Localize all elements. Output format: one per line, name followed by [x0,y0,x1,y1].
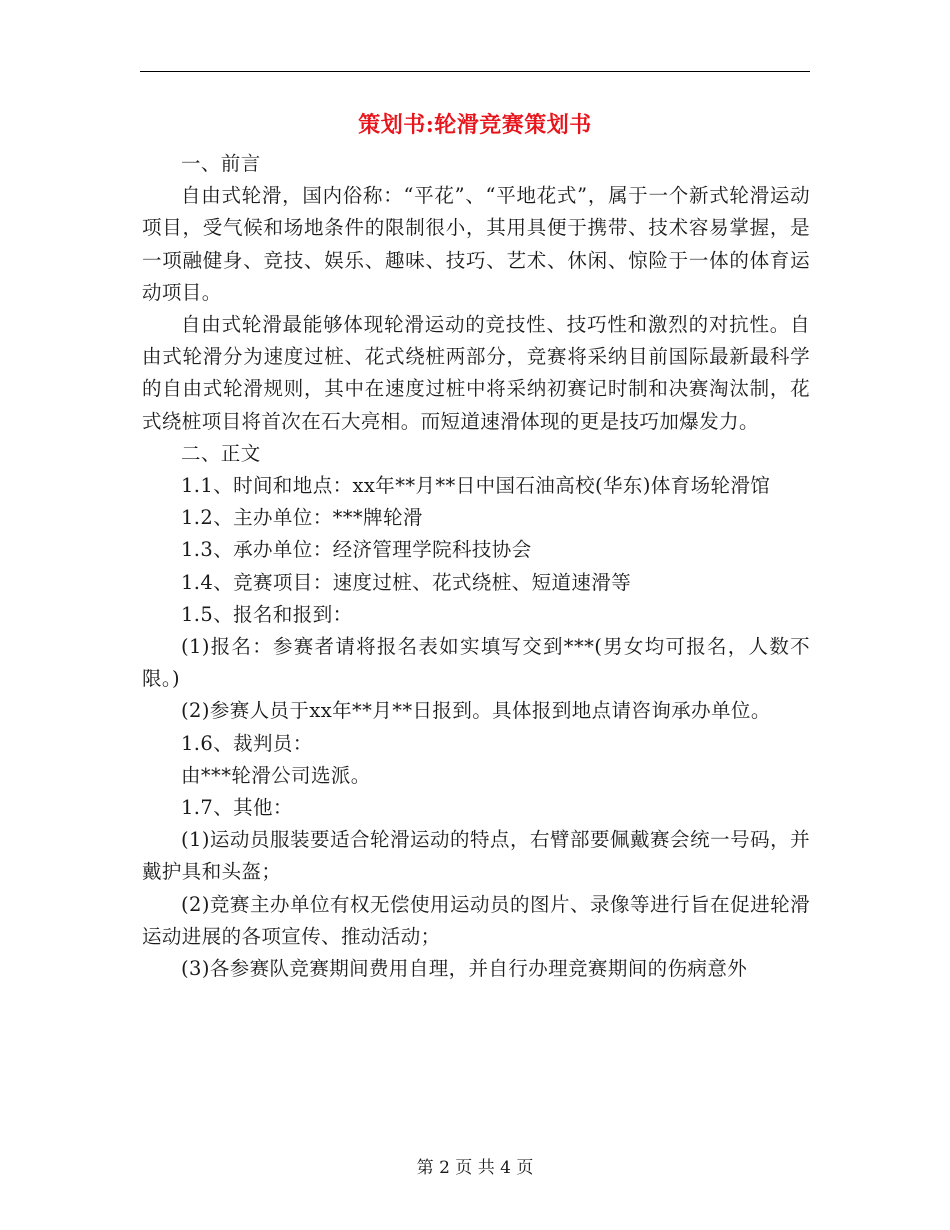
item-other-media-rights: (2)竞赛主办单位有权无偿使用运动员的图片、录像等进行旨在促进轮滑运动进展的各项宣传、推动活动； [142,892,810,948]
section-heading-main: 二、正文 [181,441,261,465]
item-other: 1.7、其他： [181,796,293,820]
item-registration-signup: (1)报名：参赛者请将报名表如实填写交到***(男女均可报名，人数不限。) [142,635,810,691]
document-title: 策划书:轮滑竞赛策划书 [358,112,592,138]
section-heading-preface: 一、前言 [181,152,261,175]
document-body [142,148,810,985]
item-referees: 1.6、裁判员： [181,731,313,755]
item-events: 1.4、竞赛项目：速度过桩、花式绕桩、短道速滑等 [181,570,632,594]
item-other-expenses: (3)各参赛队竞赛期间费用自理，并自行办理竞赛期间的伤病意外 [181,957,748,981]
item-co-organizer: 1.3、承办单位：经济管理学院科技协会 [181,538,532,562]
item-referees-detail: 由***轮滑公司选派。 [181,763,371,787]
paragraph-features: 自由式轮滑最能够体现轮滑运动的竞技性、技巧性和激烈的对抗性。自由式轮滑分为速度过桩、花式绕桩两部分，竞赛将采纳目前国际最新最科学的自由式轮滑规则，其中在速度过桩中将采纳初赛记时制和决赛淘汰制，花式绕桩项目将首次在石大亮相。而短道速滑体现的更是技巧加爆发力。 [142,313,810,433]
header-rule [140,71,810,72]
paragraph-intro: 自由式轮滑，国内俗称：“平花”、“平地花式”，属于一个新式轮滑运动项目，受气候和场地条件的限制很小，其用具便于携带、技术容易掌握，是一项融健身、竞技、娱乐、趣味、技巧、艺术、休闲、惊险于一体的体育运动项目。 [142,184,810,304]
item-time-place: 1.1、时间和地点：xx年**月**日中国石油高校(华东)体育场轮滑馆 [181,474,771,498]
item-registration: 1.5、报名和报到： [181,602,353,626]
item-other-clothing: (1)运动员服装要适合轮滑运动的特点，右臂部要佩戴赛会统一号码，并戴护具和头盔； [142,828,810,884]
item-organizer: 1.2、主办单位：***牌轮滑 [181,506,423,530]
item-registration-checkin: (2)参赛人员于xx年**月**日报到。具体报到地点请咨询承办单位。 [181,699,771,723]
page-number: 第 2 页 共 4 页 [416,1158,534,1178]
